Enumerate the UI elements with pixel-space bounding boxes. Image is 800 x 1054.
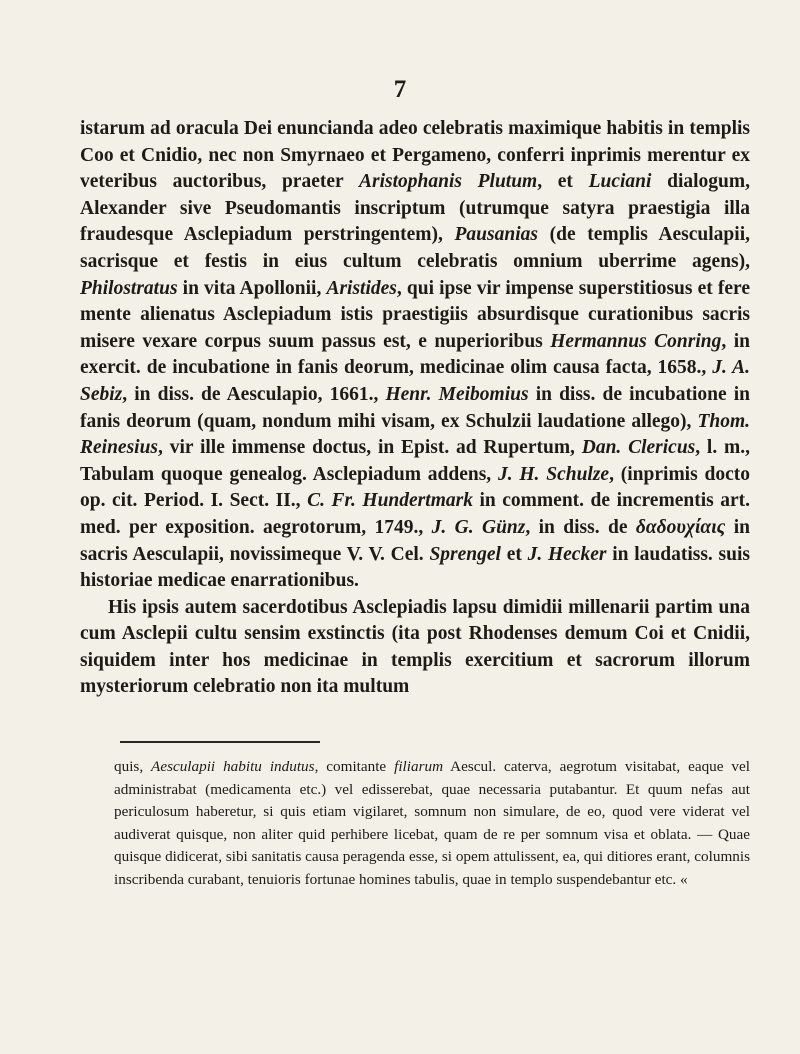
text-run: , l. m., Tabulam quoque genealog. Asclepiadum addens,: [80, 437, 751, 485]
citation: Luciani: [588, 171, 652, 193]
text-run: , (inprimis docto op. cit. Period. I. Sect. II.,: [80, 463, 750, 512]
text-run: , in exercit. de incubatione in fanis deorum, medicinae olim causa facta, 1658.,: [80, 330, 751, 379]
text-run: , in diss. de Aesculapio, 1661.,: [122, 383, 386, 405]
text-run: , comitante: [314, 758, 395, 775]
citation: C. Fr. Hundertmark: [307, 490, 473, 512]
emphasis: filiarum: [394, 758, 444, 775]
citation: Pausanias: [454, 224, 538, 246]
footnote-rule: [120, 741, 320, 743]
text-run: istarum ad oracula Dei enuncianda adeo celebratis maximique habitis in templis Coo et Cnidio, nec non Smyrnaeo et Pergameno, conferri inprimis merentur ex veteribus auctoribus, praeter: [80, 118, 750, 193]
greek-word: δαδουχίαις: [635, 516, 726, 538]
text-run: in laudatiss. suis historiae medicae enarrationibus.: [80, 543, 750, 592]
text-run: dialogum, Alexander sive Pseudomantis inscriptum (utrumque satyra praestigia illa fraudesque Asclepiadum perstringentem),: [80, 171, 750, 246]
text-run: , et: [537, 171, 589, 193]
citation: J. G. Günz: [431, 516, 526, 538]
citation: Philostratus: [80, 277, 178, 299]
paragraph-2: His ipsis autem sacerdotibus Asclepiadis lapsu dimidii millenarii partim una cum Asclepii cultu sensim exstinctis (ita post Rhodenses demum Coi et Cnidii, siquidem inter hos medicinae in templis exercitium et sacrorum illorum mysteriorum celebratio non ita multum: [80, 596, 750, 698]
page-number: 7: [393, 76, 407, 103]
text-run: , qui ipse vir impense superstitiosus et fere mente alienatus Asclepiadum istis praestigiis absurdisque curationibus sacris misere vexare corpus suum passus est, e nuperioribus: [80, 277, 750, 352]
text-run: , in diss. de: [525, 516, 636, 538]
text-run: in diss. de incubatione in fanis deorum (quam, nondum mihi visam, ex Schulzii laudatione allego),: [80, 383, 751, 432]
citation: J. A. Sebiz: [80, 357, 750, 405]
emphasis: Aesculapii habitu indutus: [151, 758, 315, 775]
citation: Thom. Reinesius: [80, 410, 750, 459]
citation: Aristophanis Plutum: [358, 171, 538, 193]
citation: Aristides: [326, 277, 397, 299]
citation: Sprengel: [429, 543, 501, 565]
citation: Dan. Clericus: [581, 437, 696, 459]
citation: J. H. Schulze: [497, 463, 610, 485]
text-run: (de templis Aesculapii, sacrisque et festis in eius cultum celebratis omnium uberrime agens),: [80, 224, 750, 272]
citation: J. Hecker: [527, 543, 607, 565]
citation: Henr. Meibomius: [385, 383, 529, 405]
text-run: Aescul. caterva, aegrotum visitabat, eaque vel administrabat (medicamenta etc.) vel edisserebat, quae necessaria putabantur. Et quum nefas aut periculosum haberetur, si quis etiam vigilaret, somnum non simulare, de eo, quod vere viderat vel audiverat quisque, non aliter quid perhibere licebat, quam de re per somnum visa et oblata. — Quae quisque didicerat, sibi sanitatis causa peragenda esse, si opem attulissent, ea, qui ditiores erant, columnis inscribenda curabant, tenuioris fortunae homines tabulis, quae in templo suspendebantur etc. «: [114, 758, 750, 888]
text-run: in sacris Aesculapii, novissimeque V. V. Cel.: [80, 516, 750, 565]
text-run: in vita Apollonii,: [177, 277, 327, 299]
footnote: [114, 756, 750, 892]
paragraph-1: [80, 116, 750, 595]
text-run: et: [500, 543, 528, 565]
text-run: , vir ille immense doctus, in Epist. ad Rupertum,: [158, 437, 582, 459]
citation: Hermannus Conring: [550, 330, 722, 352]
text-run: in comment. de incrementis art. med. per exposition. aegrotorum, 1749.,: [80, 490, 750, 538]
text-run: quis,: [114, 758, 152, 775]
main-text: [80, 116, 750, 701]
